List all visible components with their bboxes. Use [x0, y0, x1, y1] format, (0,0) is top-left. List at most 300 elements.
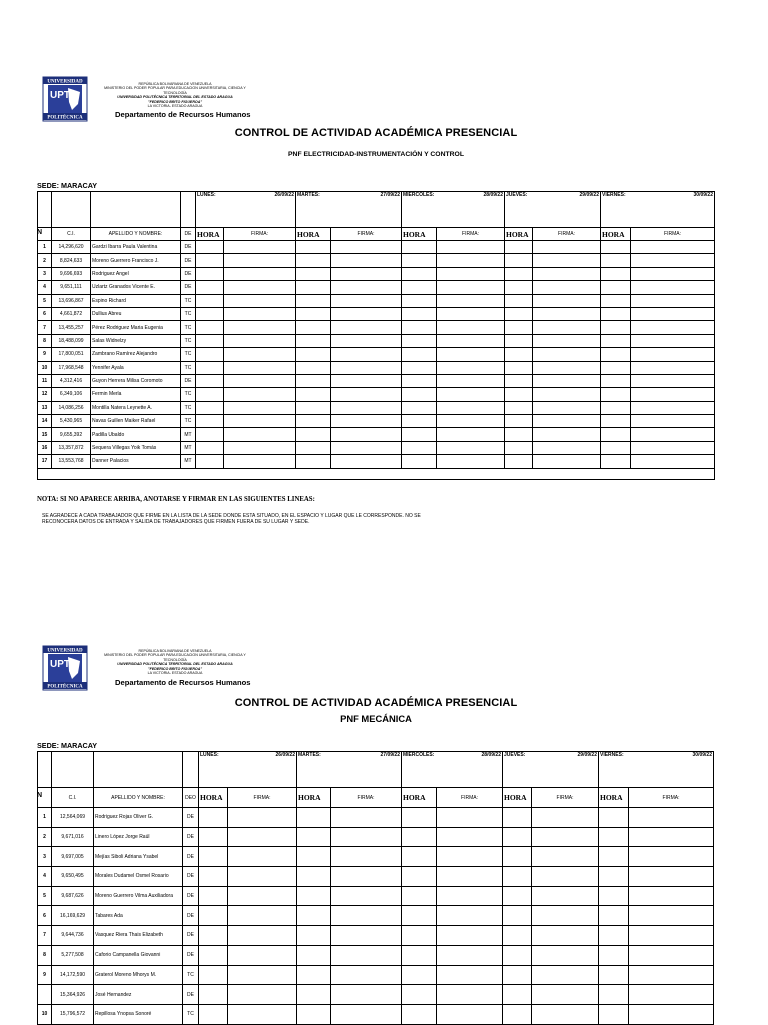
- hora-cell[interactable]: [505, 348, 533, 361]
- logo-text: UPT: [50, 659, 70, 670]
- hora-cell[interactable]: [199, 808, 228, 828]
- firma-cell[interactable]: [437, 241, 505, 254]
- firma-cell[interactable]: [224, 334, 296, 347]
- hora-cell[interactable]: [402, 985, 437, 1005]
- firma-cell[interactable]: [631, 455, 715, 468]
- hora-cell[interactable]: [505, 415, 533, 428]
- firma-cell[interactable]: [532, 808, 599, 828]
- hora-cell[interactable]: [402, 361, 437, 374]
- row-number: 3: [38, 847, 52, 867]
- col-ded: DE: [181, 228, 196, 241]
- firma-cell[interactable]: [631, 415, 715, 428]
- firma-cell[interactable]: [331, 906, 402, 926]
- firma-cell[interactable]: [437, 428, 505, 441]
- hora-cell[interactable]: [196, 321, 224, 334]
- firma-cell[interactable]: [224, 241, 296, 254]
- hora-cell[interactable]: [296, 307, 331, 320]
- firma-cell[interactable]: [331, 254, 402, 267]
- department-label: Departamento de Recursos Humanos: [115, 678, 251, 687]
- hora-cell[interactable]: [402, 334, 437, 347]
- hora-cell[interactable]: [505, 388, 533, 401]
- row-ci: 5,277,508: [52, 945, 94, 965]
- firma-cell[interactable]: [437, 307, 505, 320]
- hora-cell[interactable]: [601, 388, 631, 401]
- hora-cell[interactable]: [503, 945, 532, 965]
- firma-cell[interactable]: [224, 388, 296, 401]
- row-name: Padilla Ubaldo: [91, 428, 181, 441]
- firma-cell[interactable]: [533, 241, 601, 254]
- firma-cell[interactable]: [532, 886, 599, 906]
- firma-cell[interactable]: [437, 267, 505, 280]
- firma-cell[interactable]: [631, 241, 715, 254]
- hora-cell[interactable]: [199, 827, 228, 847]
- firma-cell[interactable]: [532, 965, 599, 985]
- hora-cell[interactable]: [599, 1004, 629, 1024]
- firma-cell[interactable]: [228, 827, 297, 847]
- firma-cell[interactable]: [532, 1004, 599, 1024]
- col-hora: HORA: [402, 228, 437, 241]
- hora-cell[interactable]: [402, 307, 437, 320]
- firma-cell[interactable]: [533, 361, 601, 374]
- hora-cell[interactable]: [196, 455, 224, 468]
- hora-cell[interactable]: [296, 334, 331, 347]
- firma-cell[interactable]: [331, 965, 402, 985]
- firma-cell[interactable]: [331, 294, 402, 307]
- firma-cell[interactable]: [437, 415, 505, 428]
- hora-cell[interactable]: [296, 415, 331, 428]
- hora-cell[interactable]: [599, 965, 629, 985]
- firma-cell[interactable]: [331, 428, 402, 441]
- firma-cell[interactable]: [631, 294, 715, 307]
- hora-cell[interactable]: [505, 267, 533, 280]
- day-jueves: JUEVES: 29/09/22: [505, 192, 601, 228]
- firma-cell[interactable]: [224, 455, 296, 468]
- firma-cell[interactable]: [331, 348, 402, 361]
- firma-cell[interactable]: [224, 267, 296, 280]
- hora-cell[interactable]: [599, 926, 629, 946]
- firma-cell[interactable]: [331, 1004, 402, 1024]
- hora-cell[interactable]: [296, 241, 331, 254]
- logo-bottom-text: POLITÉCNICA: [47, 115, 83, 121]
- firma-cell[interactable]: [331, 374, 402, 387]
- hora-cell[interactable]: [297, 867, 331, 887]
- row-name: Espino Richard: [91, 294, 181, 307]
- hora-cell[interactable]: [599, 985, 629, 1005]
- firma-cell[interactable]: [533, 321, 601, 334]
- firma-cell[interactable]: [533, 388, 601, 401]
- firma-cell[interactable]: [629, 965, 714, 985]
- firma-cell[interactable]: [331, 415, 402, 428]
- hora-cell[interactable]: [505, 334, 533, 347]
- hora-cell[interactable]: [296, 267, 331, 280]
- firma-cell[interactable]: [629, 906, 714, 926]
- firma-cell[interactable]: [631, 254, 715, 267]
- firma-cell[interactable]: [631, 334, 715, 347]
- firma-cell[interactable]: [437, 847, 503, 867]
- hora-cell[interactable]: [599, 867, 629, 887]
- firma-cell[interactable]: [331, 281, 402, 294]
- firma-cell[interactable]: [331, 401, 402, 414]
- hora-cell[interactable]: [601, 321, 631, 334]
- hora-cell[interactable]: [199, 985, 228, 1005]
- hora-cell[interactable]: [503, 808, 532, 828]
- hora-cell[interactable]: [199, 926, 228, 946]
- firma-cell[interactable]: [331, 267, 402, 280]
- firma-cell[interactable]: [224, 415, 296, 428]
- firma-cell[interactable]: [533, 254, 601, 267]
- hora-cell[interactable]: [402, 428, 437, 441]
- hora-cell[interactable]: [296, 294, 331, 307]
- firma-cell[interactable]: [331, 441, 402, 454]
- hora-cell[interactable]: [505, 455, 533, 468]
- hora-cell[interactable]: [599, 808, 629, 828]
- hora-cell[interactable]: [599, 827, 629, 847]
- hora-cell[interactable]: [297, 808, 331, 828]
- hora-cell[interactable]: [296, 428, 331, 441]
- hora-cell[interactable]: [402, 886, 437, 906]
- hora-cell[interactable]: [505, 294, 533, 307]
- hora-cell[interactable]: [402, 945, 437, 965]
- firma-cell[interactable]: [629, 926, 714, 946]
- hora-cell[interactable]: [296, 455, 331, 468]
- hora-cell[interactable]: [297, 945, 331, 965]
- firma-cell[interactable]: [224, 294, 296, 307]
- hora-cell[interactable]: [601, 455, 631, 468]
- firma-cell[interactable]: [437, 808, 503, 828]
- hora-cell[interactable]: [196, 401, 224, 414]
- firma-cell[interactable]: [533, 334, 601, 347]
- hora-cell[interactable]: [297, 827, 331, 847]
- row-number: 17: [38, 455, 52, 468]
- hora-cell[interactable]: [402, 241, 437, 254]
- firma-cell[interactable]: [631, 348, 715, 361]
- firma-cell[interactable]: [224, 441, 296, 454]
- firma-cell[interactable]: [631, 267, 715, 280]
- firma-cell[interactable]: [228, 985, 297, 1005]
- firma-cell[interactable]: [532, 945, 599, 965]
- hora-cell[interactable]: [599, 886, 629, 906]
- firma-cell[interactable]: [532, 985, 599, 1005]
- firma-cell[interactable]: [437, 254, 505, 267]
- hora-cell[interactable]: [503, 906, 532, 926]
- hora-cell[interactable]: [196, 374, 224, 387]
- firma-cell[interactable]: [228, 867, 297, 887]
- hora-cell[interactable]: [601, 267, 631, 280]
- hora-cell[interactable]: [505, 428, 533, 441]
- firma-cell[interactable]: [437, 361, 505, 374]
- hora-cell[interactable]: [199, 847, 228, 867]
- hora-cell[interactable]: [196, 348, 224, 361]
- firma-cell[interactable]: [437, 401, 505, 414]
- row-number: 16: [38, 441, 52, 454]
- firma-cell[interactable]: [224, 428, 296, 441]
- firma-cell[interactable]: [629, 867, 714, 887]
- hora-cell[interactable]: [402, 1004, 437, 1024]
- firma-cell[interactable]: [631, 361, 715, 374]
- hora-cell[interactable]: [196, 241, 224, 254]
- hora-cell[interactable]: [196, 441, 224, 454]
- col-firma: FIRMA:: [331, 228, 402, 241]
- firma-cell[interactable]: [533, 455, 601, 468]
- firma-cell[interactable]: [224, 361, 296, 374]
- hora-cell[interactable]: [402, 415, 437, 428]
- firma-cell[interactable]: [228, 886, 297, 906]
- hora-cell[interactable]: [196, 361, 224, 374]
- firma-cell[interactable]: [629, 985, 714, 1005]
- hora-cell[interactable]: [601, 241, 631, 254]
- firma-cell[interactable]: [437, 294, 505, 307]
- hora-cell[interactable]: [402, 441, 437, 454]
- firma-cell[interactable]: [532, 847, 599, 867]
- hora-cell[interactable]: [503, 965, 532, 985]
- hora-cell[interactable]: [296, 281, 331, 294]
- hora-cell[interactable]: [296, 388, 331, 401]
- firma-cell[interactable]: [631, 428, 715, 441]
- firma-cell[interactable]: [532, 926, 599, 946]
- hora-cell[interactable]: [601, 348, 631, 361]
- hora-cell[interactable]: [196, 281, 224, 294]
- hora-cell[interactable]: [297, 1004, 331, 1024]
- hora-cell[interactable]: [297, 926, 331, 946]
- firma-cell[interactable]: [631, 281, 715, 294]
- hora-cell[interactable]: [296, 441, 331, 454]
- firma-cell[interactable]: [331, 334, 402, 347]
- hora-cell[interactable]: [296, 321, 331, 334]
- hora-cell[interactable]: [505, 254, 533, 267]
- firma-cell[interactable]: [331, 241, 402, 254]
- hora-cell[interactable]: [402, 348, 437, 361]
- firma-cell[interactable]: [631, 388, 715, 401]
- firma-cell[interactable]: [331, 926, 402, 946]
- firma-cell[interactable]: [331, 847, 402, 867]
- firma-cell[interactable]: [331, 388, 402, 401]
- firma-cell[interactable]: [437, 455, 505, 468]
- hora-cell[interactable]: [402, 847, 437, 867]
- firma-cell[interactable]: [228, 808, 297, 828]
- firma-cell[interactable]: [533, 348, 601, 361]
- hora-cell[interactable]: [599, 847, 629, 867]
- table-row: [38, 241, 715, 254]
- hora-cell[interactable]: [402, 294, 437, 307]
- firma-cell[interactable]: [331, 808, 402, 828]
- firma-cell[interactable]: [437, 827, 503, 847]
- firma-cell[interactable]: [224, 321, 296, 334]
- firma-cell[interactable]: [437, 926, 503, 946]
- hora-cell[interactable]: [196, 267, 224, 280]
- hora-cell[interactable]: [402, 321, 437, 334]
- firma-cell[interactable]: [629, 847, 714, 867]
- hora-cell[interactable]: [505, 441, 533, 454]
- hora-cell[interactable]: [199, 906, 228, 926]
- hora-cell[interactable]: [296, 254, 331, 267]
- hora-cell[interactable]: [601, 254, 631, 267]
- firma-cell[interactable]: [331, 867, 402, 887]
- firma-cell[interactable]: [228, 847, 297, 867]
- hora-cell[interactable]: [503, 867, 532, 887]
- firma-cell[interactable]: [437, 388, 505, 401]
- firma-cell[interactable]: [629, 886, 714, 906]
- hora-cell[interactable]: [402, 867, 437, 887]
- hora-cell[interactable]: [505, 241, 533, 254]
- firma-cell[interactable]: [437, 965, 503, 985]
- hora-cell[interactable]: [503, 1004, 532, 1024]
- firma-cell[interactable]: [437, 985, 503, 1005]
- hora-cell[interactable]: [505, 281, 533, 294]
- hora-cell[interactable]: [601, 294, 631, 307]
- firma-cell[interactable]: [629, 1004, 714, 1024]
- hora-cell[interactable]: [196, 334, 224, 347]
- firma-cell[interactable]: [331, 886, 402, 906]
- hora-cell[interactable]: [505, 321, 533, 334]
- hora-cell[interactable]: [297, 906, 331, 926]
- hora-cell[interactable]: [196, 294, 224, 307]
- hora-cell[interactable]: [196, 388, 224, 401]
- firma-cell[interactable]: [532, 867, 599, 887]
- hora-cell[interactable]: [297, 965, 331, 985]
- firma-cell[interactable]: [331, 307, 402, 320]
- firma-cell[interactable]: [331, 321, 402, 334]
- firma-cell[interactable]: [228, 945, 297, 965]
- firma-cell[interactable]: [437, 321, 505, 334]
- hora-cell[interactable]: [601, 361, 631, 374]
- firma-cell[interactable]: [224, 401, 296, 414]
- firma-cell[interactable]: [228, 926, 297, 946]
- firma-cell[interactable]: [437, 348, 505, 361]
- row-dedication: DE: [181, 254, 196, 267]
- hora-cell[interactable]: [196, 415, 224, 428]
- firma-cell[interactable]: [224, 281, 296, 294]
- hora-cell[interactable]: [505, 374, 533, 387]
- firma-cell[interactable]: [228, 906, 297, 926]
- firma-cell[interactable]: [331, 827, 402, 847]
- firma-cell[interactable]: [533, 267, 601, 280]
- hora-cell[interactable]: [199, 965, 228, 985]
- blank-row[interactable]: [38, 468, 715, 479]
- hora-cell[interactable]: [199, 1004, 228, 1024]
- firma-cell[interactable]: [331, 455, 402, 468]
- firma-cell[interactable]: [224, 348, 296, 361]
- firma-cell[interactable]: [437, 906, 503, 926]
- firma-cell[interactable]: [228, 1004, 297, 1024]
- hora-cell[interactable]: [503, 827, 532, 847]
- firma-cell[interactable]: [533, 401, 601, 414]
- firma-cell[interactable]: [331, 361, 402, 374]
- firma-cell[interactable]: [228, 965, 297, 985]
- firma-cell[interactable]: [437, 886, 503, 906]
- firma-cell[interactable]: [224, 374, 296, 387]
- hora-cell[interactable]: [505, 307, 533, 320]
- hora-cell[interactable]: [402, 281, 437, 294]
- hora-cell[interactable]: [297, 985, 331, 1005]
- hora-cell[interactable]: [505, 361, 533, 374]
- firma-cell[interactable]: [532, 906, 599, 926]
- firma-cell[interactable]: [631, 401, 715, 414]
- firma-cell[interactable]: [224, 307, 296, 320]
- firma-cell[interactable]: [224, 254, 296, 267]
- hora-cell[interactable]: [196, 428, 224, 441]
- hora-cell[interactable]: [402, 401, 437, 414]
- hora-cell[interactable]: [199, 867, 228, 887]
- hora-cell[interactable]: [402, 267, 437, 280]
- hora-cell[interactable]: [402, 254, 437, 267]
- hora-cell[interactable]: [599, 945, 629, 965]
- hora-cell[interactable]: [601, 415, 631, 428]
- hora-cell[interactable]: [402, 808, 437, 828]
- hora-cell[interactable]: [296, 401, 331, 414]
- hora-cell[interactable]: [601, 401, 631, 414]
- hora-cell[interactable]: [503, 926, 532, 946]
- hora-cell[interactable]: [601, 281, 631, 294]
- firma-cell[interactable]: [629, 945, 714, 965]
- hora-cell[interactable]: [402, 926, 437, 946]
- hora-cell[interactable]: [296, 348, 331, 361]
- firma-cell[interactable]: [533, 374, 601, 387]
- hora-cell[interactable]: [296, 361, 331, 374]
- hora-cell[interactable]: [402, 388, 437, 401]
- hora-cell[interactable]: [297, 847, 331, 867]
- firma-cell[interactable]: [631, 374, 715, 387]
- hora-cell[interactable]: [402, 965, 437, 985]
- hora-cell[interactable]: [196, 307, 224, 320]
- firma-cell[interactable]: [533, 428, 601, 441]
- hora-cell[interactable]: [601, 307, 631, 320]
- firma-cell[interactable]: [533, 294, 601, 307]
- firma-cell[interactable]: [631, 307, 715, 320]
- hora-cell[interactable]: [402, 906, 437, 926]
- hora-cell[interactable]: [199, 886, 228, 906]
- hora-cell[interactable]: [503, 985, 532, 1005]
- hora-cell[interactable]: [601, 428, 631, 441]
- row-number: 8: [38, 334, 52, 347]
- hora-cell[interactable]: [503, 847, 532, 867]
- row-ci: 9,697,005: [52, 847, 94, 867]
- firma-cell[interactable]: [629, 827, 714, 847]
- firma-cell[interactable]: [331, 945, 402, 965]
- firma-cell[interactable]: [532, 827, 599, 847]
- hora-cell[interactable]: [196, 254, 224, 267]
- firma-cell[interactable]: [437, 867, 503, 887]
- hora-cell[interactable]: [402, 374, 437, 387]
- firma-cell[interactable]: [631, 441, 715, 454]
- firma-cell[interactable]: [437, 945, 503, 965]
- firma-cell[interactable]: [437, 1004, 503, 1024]
- firma-cell[interactable]: [533, 307, 601, 320]
- firma-cell[interactable]: [437, 334, 505, 347]
- firma-cell[interactable]: [631, 321, 715, 334]
- firma-cell[interactable]: [533, 415, 601, 428]
- firma-cell[interactable]: [533, 441, 601, 454]
- row-ci: 9,651,111: [52, 281, 91, 294]
- hora-cell[interactable]: [296, 374, 331, 387]
- firma-cell[interactable]: [437, 374, 505, 387]
- hora-cell[interactable]: [601, 374, 631, 387]
- hora-cell[interactable]: [402, 827, 437, 847]
- hora-cell[interactable]: [503, 886, 532, 906]
- hora-cell[interactable]: [505, 401, 533, 414]
- hora-cell[interactable]: [601, 441, 631, 454]
- hora-cell[interactable]: [601, 334, 631, 347]
- hora-cell[interactable]: [199, 945, 228, 965]
- firma-cell[interactable]: [331, 985, 402, 1005]
- hora-cell[interactable]: [297, 886, 331, 906]
- hora-cell[interactable]: [599, 906, 629, 926]
- firma-cell[interactable]: [629, 808, 714, 828]
- hora-cell[interactable]: [402, 455, 437, 468]
- day-jueves: JUEVES: 29/09/22: [503, 752, 599, 788]
- firma-cell[interactable]: [437, 281, 505, 294]
- firma-cell[interactable]: [533, 281, 601, 294]
- firma-cell[interactable]: [437, 441, 505, 454]
